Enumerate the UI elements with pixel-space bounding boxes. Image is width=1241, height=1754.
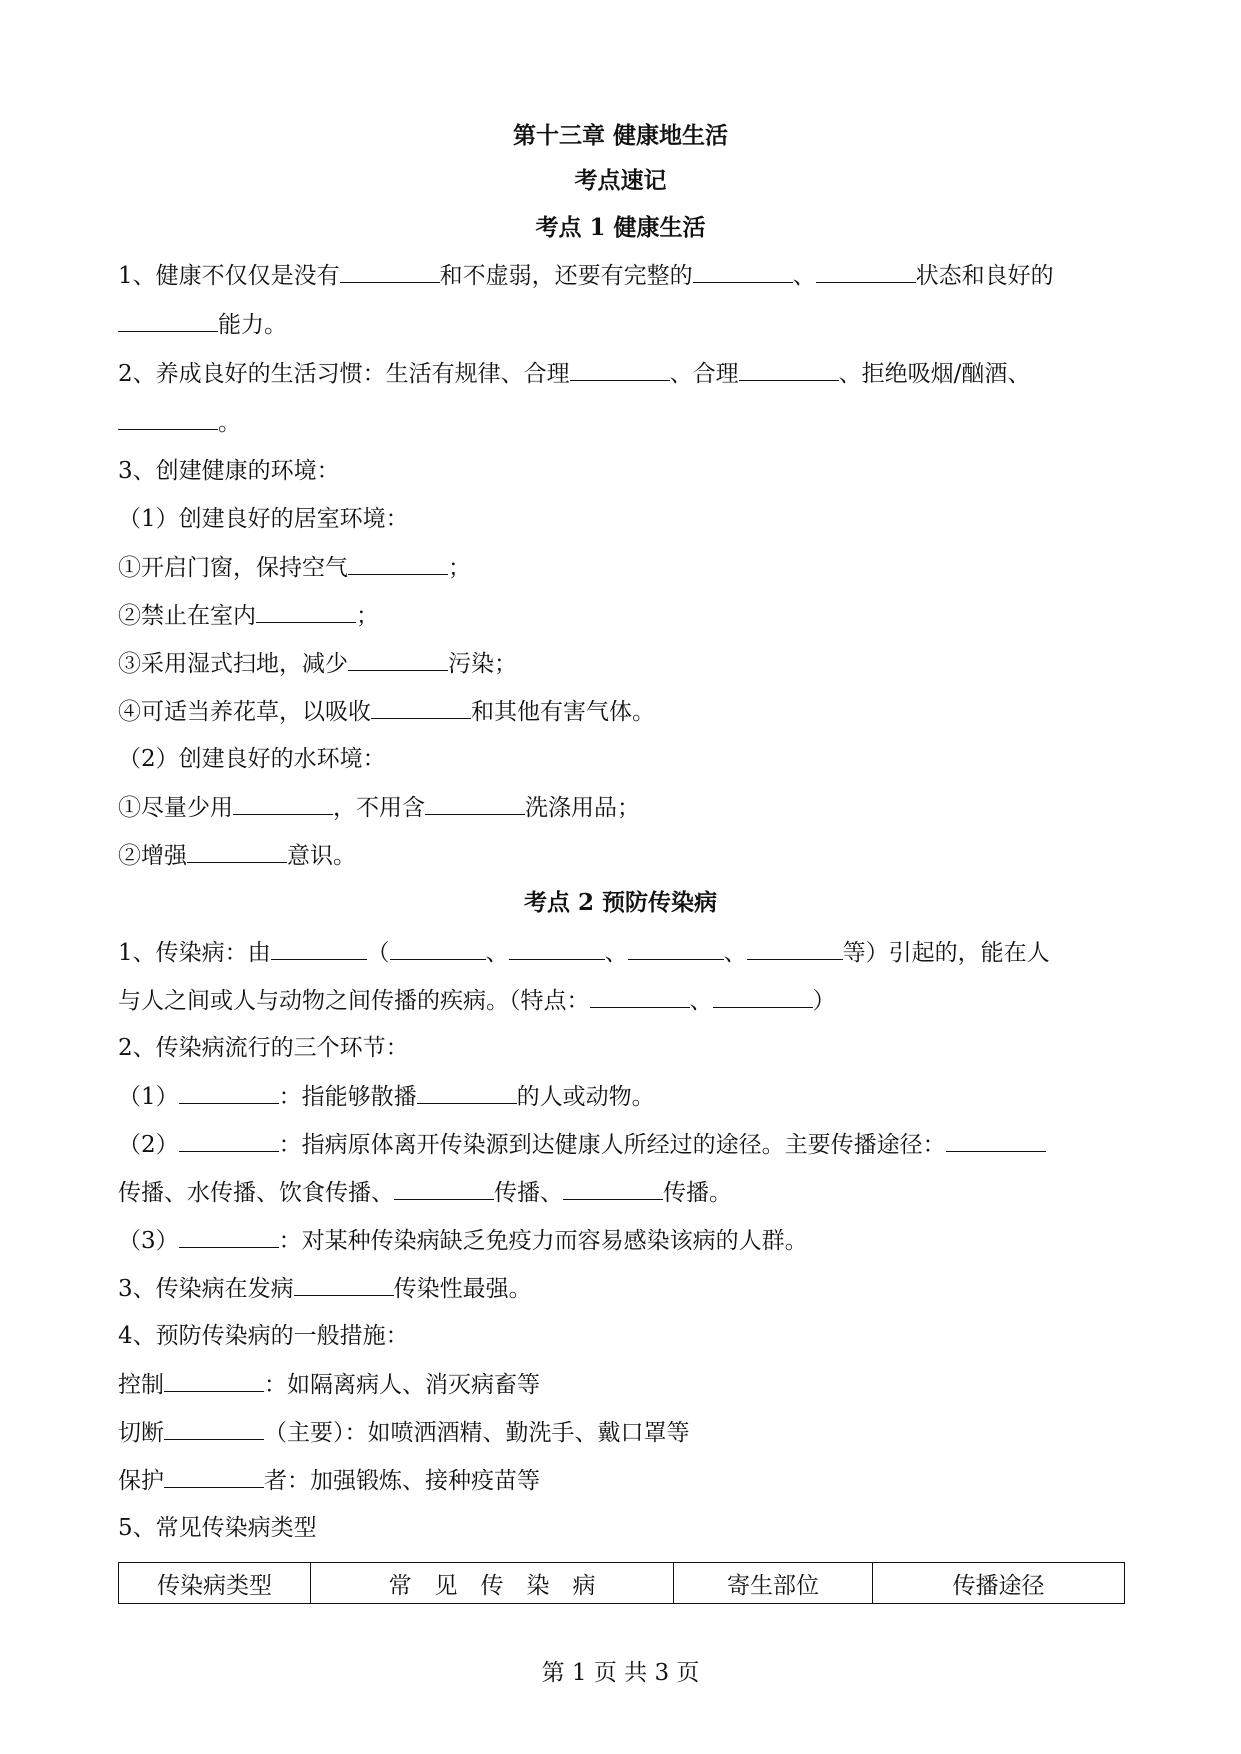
section2-heading: 考点 2 预防传染病: [523, 889, 718, 916]
s2-q4-c: 保护 者：加强锻炼、接种疫苗等: [118, 1465, 1128, 1496]
s1-q3-1-a: ①开启门窗，保持空气 ；: [118, 552, 1128, 583]
answer-blank[interactable]: [371, 696, 471, 719]
s1-q3-2-a: ①尽量少用 ，不用含 洗涤用品；: [118, 792, 1128, 823]
s2-q4-a: 控制 ：如隔离病人、消灭病畜等: [118, 1369, 1128, 1400]
table-header-cell: 常 见 传 染 病: [311, 1563, 674, 1604]
answer-blank[interactable]: [179, 1081, 279, 1104]
s1-q3-2-b: ②增强 意识。: [118, 840, 1128, 871]
s1-q3-1: （1）创建良好的居室环境：: [118, 506, 409, 532]
table-header-cell: 传染病类型: [119, 1563, 311, 1604]
s1-q3-1-d: ④可适当养花草，以吸收 和其他有害气体。: [118, 696, 1128, 727]
section1-heading: 考点 1 健康生活: [535, 214, 706, 241]
s2-q1-line1: 1、传染病：由 （ 、 、 、 等）引起的，能在人: [118, 937, 1128, 968]
answer-blank[interactable]: [164, 1417, 264, 1440]
answer-blank[interactable]: [739, 358, 839, 381]
table-header-row: [119, 1563, 1125, 1604]
answer-blank[interactable]: [563, 1177, 663, 1200]
s1-q1-line1: 1、健康不仅仅是没有 和不虚弱，还要有完整的 、 状态和良好的: [118, 260, 1128, 291]
answer-blank[interactable]: [348, 648, 448, 671]
s2-q1-line2: 与人之间或人与动物之间传播的疾病。（特点： 、 ）: [118, 985, 1128, 1016]
answer-blank[interactable]: [816, 260, 916, 283]
answer-blank[interactable]: [294, 1273, 394, 1296]
table-header-cell: 传播途径: [873, 1563, 1125, 1604]
answer-blank[interactable]: [417, 1081, 517, 1104]
answer-blank[interactable]: [425, 792, 525, 815]
answer-blank[interactable]: [747, 937, 843, 960]
s1-q2-line2: 。: [118, 407, 1128, 438]
answer-blank[interactable]: [509, 937, 605, 960]
s2-q2-2-line2: 传播、水传播、饮食传播、 传播、 传播。: [118, 1177, 1128, 1208]
answer-blank[interactable]: [164, 1465, 264, 1488]
table-header-cell: 寄生部位: [674, 1563, 873, 1604]
s1-q3: 3、创建健康的环境：: [118, 458, 340, 484]
answer-blank[interactable]: [233, 792, 333, 815]
answer-blank[interactable]: [394, 1177, 494, 1200]
s1-q3-1-c: ③采用湿式扫地，减少 污染；: [118, 648, 1128, 679]
s2-q4: 4、预防传染病的一般措施：: [118, 1323, 409, 1349]
answer-blank[interactable]: [179, 1225, 279, 1248]
subtitle: 考点速记: [574, 167, 667, 194]
s2-q4-b: 切断 （主要）：如喷洒酒精、勤洗手、戴口罩等: [118, 1417, 1128, 1448]
s2-q2-2-line1: （2） ：指病原体离开传染源到达健康人所经过的途径。主要传播途径：: [118, 1129, 1128, 1160]
answer-blank[interactable]: [713, 985, 813, 1008]
answer-blank[interactable]: [340, 260, 440, 283]
answer-blank[interactable]: [187, 840, 287, 863]
answer-blank[interactable]: [390, 937, 486, 960]
answer-blank[interactable]: [164, 1369, 264, 1392]
s2-q3: 3、传染病在发病 传染性最强。: [118, 1273, 1128, 1304]
answer-blank[interactable]: [348, 552, 448, 575]
s1-q1-line2: 能力。: [118, 309, 1128, 340]
page-footer: 第 1 页 共 3 页: [541, 1660, 700, 1686]
s2-q5: 5、常见传染病类型: [118, 1515, 317, 1541]
s2-q2: 2、传染病流行的三个环节：: [118, 1035, 409, 1061]
answer-blank[interactable]: [570, 358, 670, 381]
answer-blank[interactable]: [118, 309, 218, 332]
answer-blank[interactable]: [628, 937, 724, 960]
chapter-title: 第十三章 健康地生活: [512, 122, 728, 149]
s2-q2-1: （1） ：指能够散播 的人或动物。: [118, 1081, 1128, 1112]
answer-blank[interactable]: [118, 407, 218, 430]
s1-q3-2: （2）创建良好的水环境：: [118, 746, 386, 772]
disease-types-table: [118, 1562, 1125, 1604]
answer-blank[interactable]: [271, 937, 367, 960]
answer-blank[interactable]: [256, 600, 356, 623]
s1-q2-line1: 2、养成良好的生活习惯：生活有规律、合理 、合理 、拒绝吸烟/酗酒、: [118, 358, 1128, 389]
answer-blank[interactable]: [179, 1129, 279, 1152]
answer-blank[interactable]: [590, 985, 690, 1008]
answer-blank[interactable]: [946, 1129, 1046, 1152]
s2-q2-3: （3） ：对某种传染病缺乏免疫力而容易感染该病的人群。: [118, 1225, 1128, 1256]
s1-q3-1-b: ②禁止在室内 ；: [118, 600, 1128, 631]
answer-blank[interactable]: [693, 260, 793, 283]
